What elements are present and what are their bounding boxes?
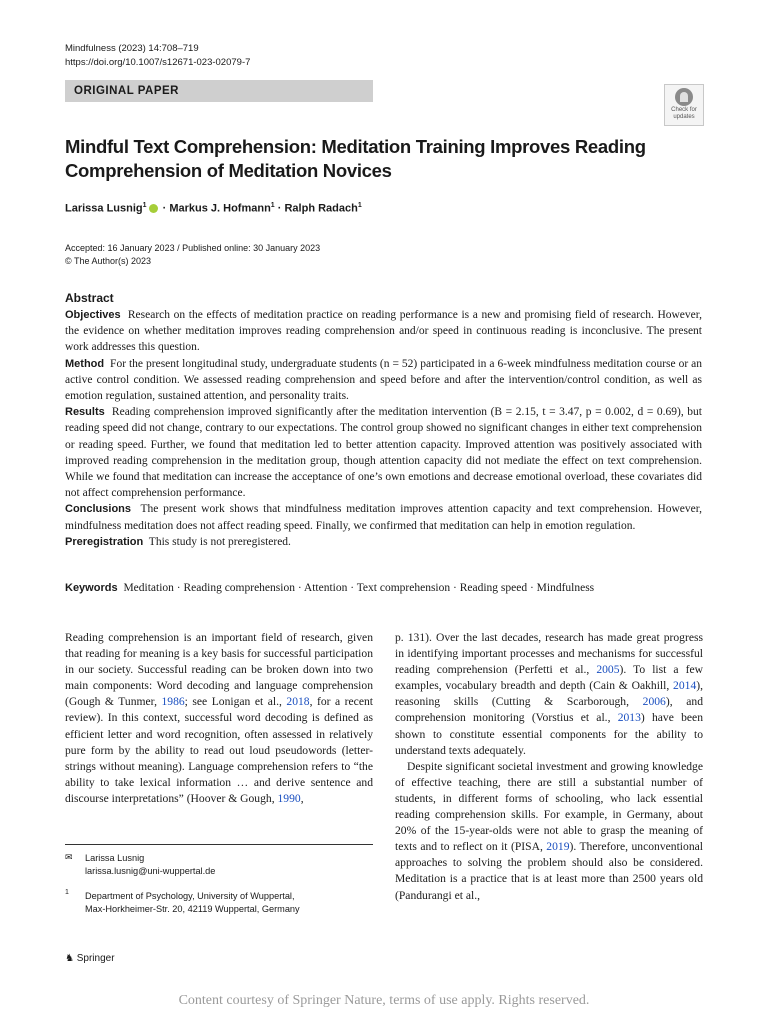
body-column-right xyxy=(395,630,703,904)
abstract-method: Method For the present longitudinal study, undergraduate students (n = 52) participated in a 6-week mindfulness meditation course or an active control condition. We assessed reading comprehension and speed before and after the intervention/control condition, as well as emotion regulation, sustained attention, and personality traits. xyxy=(65,357,702,403)
check-for-updates-icon xyxy=(675,88,693,106)
corresponding-author: Larissa Lusnig larissa.lusnig@uni-wuppertal.de xyxy=(85,853,216,876)
paper-title: Mindful Text Comprehension: Meditation Training Improves Reading Comprehension of Meditation Novices xyxy=(65,136,646,181)
envelope-icon: ✉ xyxy=(65,852,73,862)
author-1[interactable]: Larissa Lusnig xyxy=(65,202,143,215)
publication-dates: Accepted: 16 January 2023 / Published online: 30 January 2023 © The Author(s) 2023 xyxy=(65,243,321,266)
paragraph: Despite significant societal investment and growing knowledge of effective teaching, there are still a substantial number of students, in different forms of schooling, who lack essential reading comprehension skills. For example, in Germany, about 20% of the 15-year-olds were not able to grasp the meaning of texts and to reflect on it (PISA, 2019). Therefore, unconventional approaches to solving the problem should also be considered. Meditation is a practice that is at least more than 2500 years old (Pandurangi et al., xyxy=(395,759,703,902)
author-list: Larissa Lusnig$^1$ · Markus J. Hofmann$^1$ · Ralph Radach$^1$ xyxy=(65,202,362,215)
journal-line: Mindfulness (2023) 14:708–719 xyxy=(65,43,199,54)
paragraph: p. 131). Over the last decades, research has made great progress in identifying important processes and mechanisms for successful reading comprehension (Perfetti et al., 2005). To list a few examples, vocabulary breadth and depth (Cain & Oakhill, 2014), reasoning skills (Cutting & Scarborough, 2006), and comprehension monitoring (Vorstius et al., 2013) have been shown to constitute essential components for the ability to understand texts adequately. xyxy=(395,631,703,757)
abstract-results: Results Reading comprehension improved significantly after the meditation intervention (B = 2.15, t = 3.47, p = 0.002, d = 0.69), but reading speed did not change, contrary to our expectations. The control group showed no significant changes in either text comprehension or reading speed. Further, we found that meditation led to better attention capacity. Improved attention was positively associated with improved reading comprehension in the meditation group, though attention capacity did not mediate the effect on text comprehension. While we found that meditation can increase the acceptance of one’s own emotions and decrease emotional overload, these covariates did not affect comprehension performance. xyxy=(65,406,703,500)
citation-link[interactable]: 2013 xyxy=(617,711,641,725)
email-link[interactable]: larissa.lusnig@uni-wuppertal.de xyxy=(85,866,216,876)
abstract-objectives: Objectives Research on the effects of meditation practice on reading performance is a new and promising field of research. However, the evidence on whether meditation improves reading comprehension and/or speed in continuous reading is inconclusive. The present work addresses this question. xyxy=(65,309,703,354)
footnote-divider xyxy=(65,844,373,845)
doi-link[interactable]: https://doi.org/10.1007/s12671-023-02079-7 xyxy=(65,57,251,68)
keywords: Keywords Meditation · Reading comprehension · Attention · Text comprehension · Reading speed · Mindfulness xyxy=(65,582,595,594)
abstract-conclusions: Conclusions The present work shows that mindfulness meditation improves attention capacity and text comprehension. However, mindfulness meditation does not affect reading speed. Finally, we confirmed that meditation can help in emotion regulation. xyxy=(65,503,703,532)
publisher-logo: ♞ Springer xyxy=(65,953,115,964)
springer-horse-icon: ♞ xyxy=(65,953,74,964)
citation-link[interactable]: 2005 xyxy=(596,663,620,677)
citation-link[interactable]: 2019 xyxy=(546,840,570,854)
affiliation-number: 1 xyxy=(65,889,69,896)
affiliation: Department of Psychology, University of Wuppertal, Max-Horkheimer-Str. 20, 42119 Wuppertal, Germany xyxy=(85,891,300,914)
abstract-preregistration: Preregistration This study is not preregistered. xyxy=(65,535,291,548)
author-2[interactable]: Markus J. Hofmann xyxy=(169,202,271,215)
citation-link[interactable]: 2006 xyxy=(642,695,666,709)
article-type-badge: ORIGINAL PAPER xyxy=(65,80,373,102)
body-column-left xyxy=(65,630,373,807)
citation-link[interactable]: 1986 xyxy=(161,695,185,709)
citation-link[interactable]: 2018 xyxy=(286,695,310,709)
paragraph: Reading comprehension is an important field of research, given that reading for meaning is a key basis for successful participation in our society. Successful reading can be broken down into two main components: Word decoding and language comprehension (Gough & Tunmer, 1986; see Lonigan et al., 2018, for a recent review). In this context, successful word decoding is defined as efficient letter and word recognition, often assessed in relatively pure form by the ability to read out loud pseudowords (letter-strings without meaning). Language comprehension refers to “the ability to take lexical information … and derive sentence and discourse interpretations” (Hoover & Gough, 1990, xyxy=(65,631,373,805)
orcid-icon[interactable] xyxy=(149,204,158,213)
author-3[interactable]: Ralph Radach xyxy=(284,202,358,215)
abstract xyxy=(65,307,702,550)
citation-link[interactable]: 2014 xyxy=(673,679,697,693)
journal-citation xyxy=(65,42,250,70)
courtesy-notice: Content courtesy of Springer Nature, terms of use apply. Rights reserved. xyxy=(178,993,590,1008)
citation-link[interactable]: 1990 xyxy=(277,791,301,805)
check-for-updates[interactable]: Check for updates xyxy=(664,84,704,126)
abstract-heading: Abstract xyxy=(65,291,114,305)
